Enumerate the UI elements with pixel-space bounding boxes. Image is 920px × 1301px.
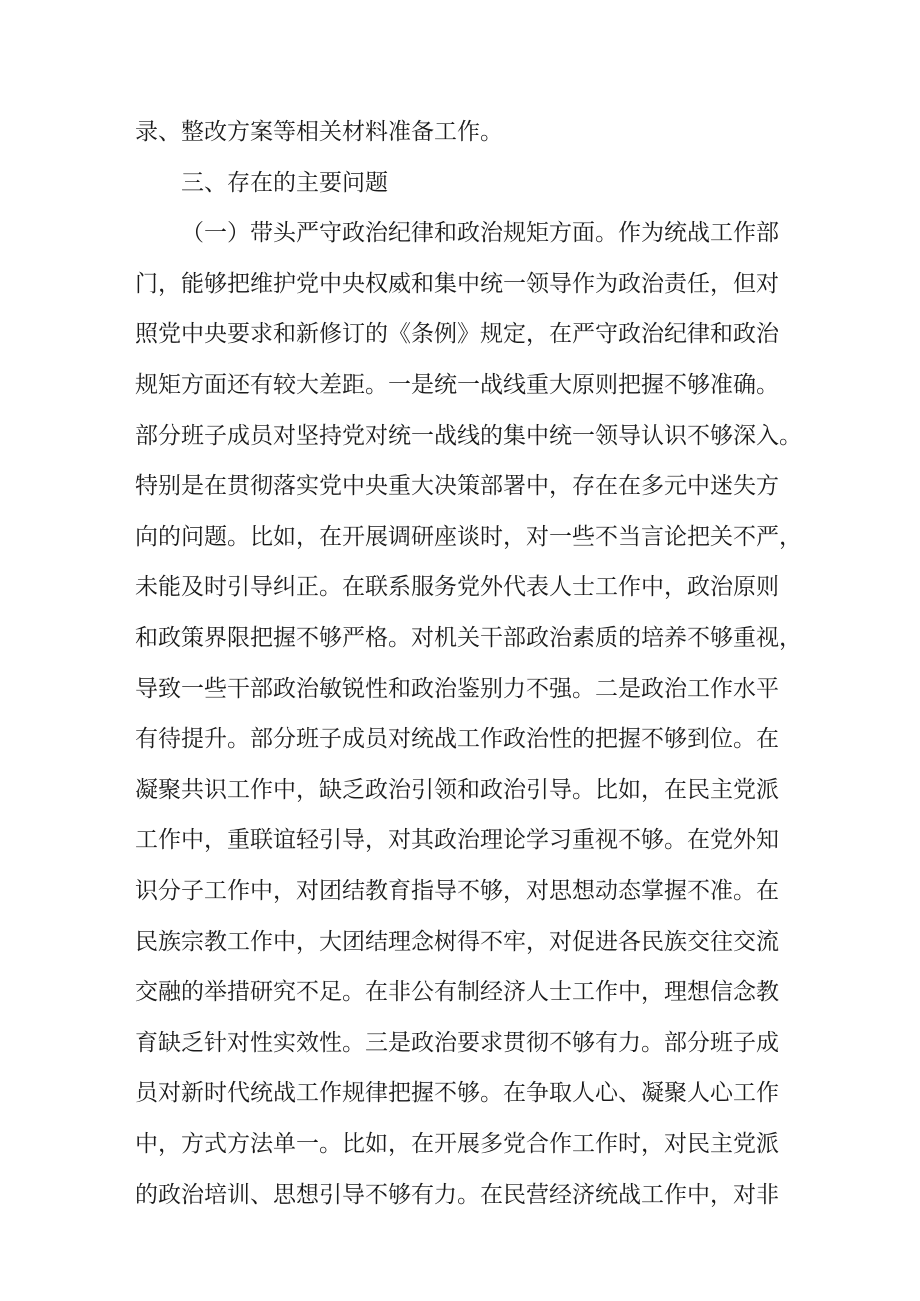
text-line: 民族宗教工作中，大团结理念树得不牢，对促进各民族交往交流	[135, 929, 779, 955]
text-line: 特别是在贯彻落实党中央重大决策部署中，存在在多元中迷失方	[135, 473, 779, 499]
text-line: 识分子工作中，对团结教育指导不够，对思想动态掌握不准。在	[135, 878, 779, 904]
text-line: 和政策界限把握不够严格。对机关干部政治素质的培养不够重视，	[135, 625, 802, 651]
text-line: 未能及时引导纠正。在联系服务党外代表人士工作中，政治原则	[135, 574, 779, 600]
text-line: 导致一些干部政治敏锐性和政治鉴别力不强。二是政治工作水平	[135, 676, 779, 702]
text-line: 凝聚共识工作中，缺乏政治引领和政治引导。比如，在民主党派	[135, 777, 779, 803]
text-line: 工作中，重联谊轻引导，对其政治理论学习重视不够。在党外知	[135, 827, 779, 853]
text-line: 的政治培训、思想引导不够有力。在民营经济统战工作中，对非	[135, 1182, 779, 1208]
text-line: 中，方式方法单一。比如，在开展多党合作工作时，对民主党派	[135, 1131, 779, 1157]
section-heading: 三、存在的主要问题	[181, 170, 388, 196]
text-line: 育缺乏针对性实效性。三是政治要求贯彻不够有力。部分班子成	[135, 1030, 779, 1056]
text-line: 规矩方面还有较大差距。一是统一战线重大原则把握不够准确。	[135, 372, 779, 398]
text-line: 有待提升。部分班子成员对统战工作政治性的把握不够到位。在	[135, 726, 779, 752]
text-line: 部分班子成员对坚持党对统一战线的集中统一领导认识不够深入。	[135, 423, 802, 449]
text-line: 照党中央要求和新修订的《条例》规定，在严守政治纪律和政治	[135, 321, 779, 347]
text-line: 员对新时代统战工作规律把握不够。在争取人心、凝聚人心工作	[135, 1080, 779, 1106]
text-line: （一）带头严守政治纪律和政治规矩方面。作为统战工作部	[181, 220, 779, 246]
text-line: 交融的举措研究不足。在非公有制经济人士工作中，理想信念教	[135, 979, 779, 1005]
text-line: 向的问题。比如，在开展调研座谈时，对一些不当言论把关不严，	[135, 524, 802, 550]
text-line: 录、整改方案等相关材料准备工作。	[135, 119, 503, 145]
text-line: 门，能够把维护党中央权威和集中统一领导作为政治责任，但对	[135, 271, 779, 297]
